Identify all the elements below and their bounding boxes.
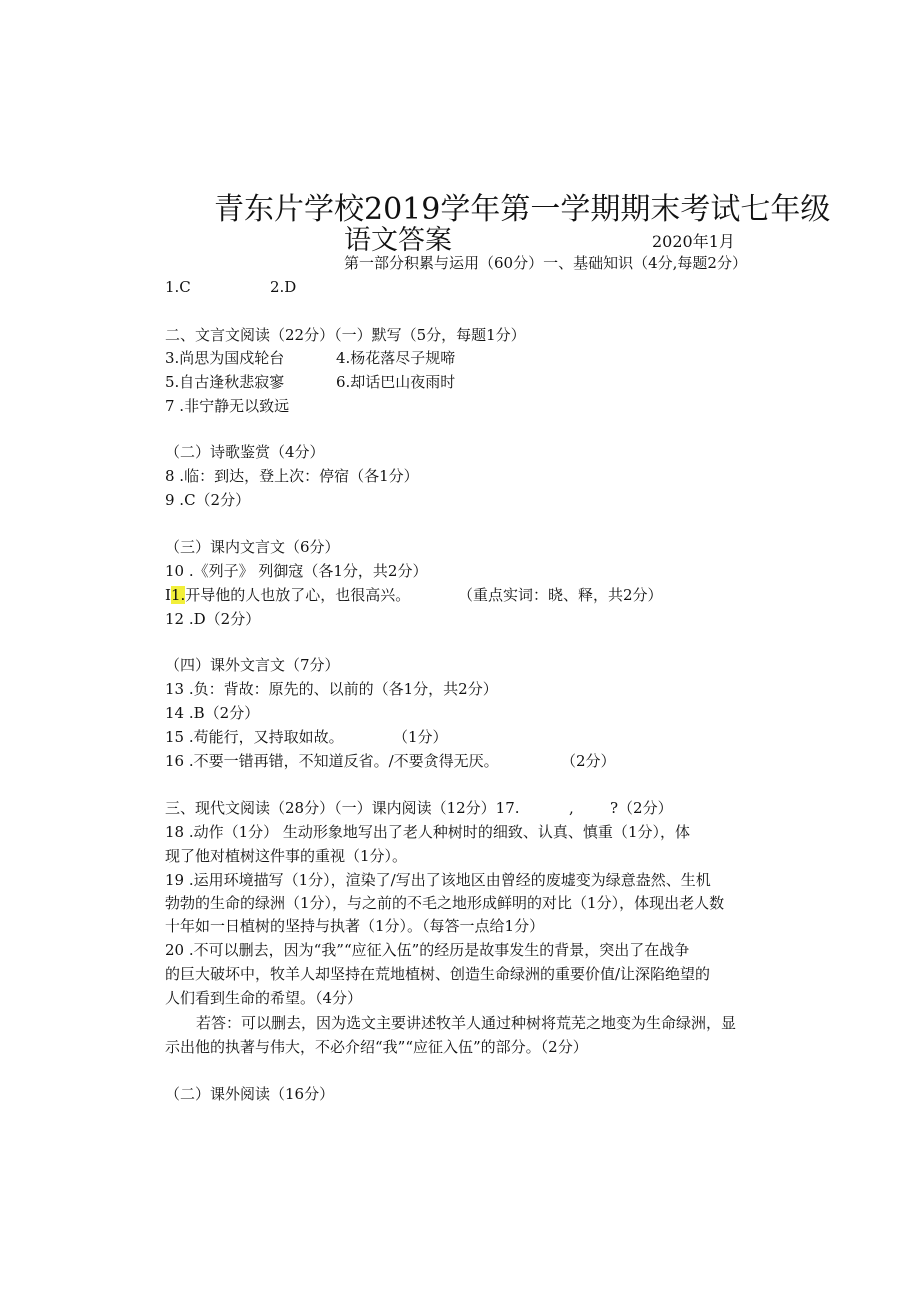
- answer-q8: 8 .临：到达，登上次：停宿（各1分）: [165, 467, 419, 485]
- answer-q11: [165, 583, 410, 607]
- alternative-answer-line1: 若答：可以删去，因为选文主要讲述牧羊人通过种树将荒芜之地变为生命绿洲，显: [196, 1014, 737, 1032]
- answer-q15-score: （1分）: [393, 728, 448, 746]
- answer-q11-text: 开导他的人也放了心，也很高兴。: [185, 586, 411, 604]
- document-date: 2020年1月: [652, 232, 735, 251]
- answer-q5: 5.自古逢秋悲寂寥: [165, 373, 285, 391]
- answer-q19-line1: 19 .运用环境描写（1分），渲染了/写出了该地区由曾经的废墟变为绿意盎然、生机: [165, 871, 711, 889]
- part-heading: 第一部分积累与运用（60分）一、基础知识（4分,每题2分）: [344, 254, 747, 272]
- answer-q20-line2: 的巨大破坏中，牧羊人却坚持在荒地植树、创造生命绿洲的重要价值/让深陷绝望的: [165, 965, 711, 983]
- answer-q7: 7 .非宁静无以致远: [165, 397, 290, 415]
- answer-q20-line3: 人们看到生命的希望。（4分）: [165, 989, 363, 1007]
- highlight-mark: 1.: [170, 586, 186, 604]
- answer-q9: 9 .C（2分）: [165, 491, 251, 509]
- answer-q1: 1.C: [165, 278, 191, 296]
- document-subtitle: 语文答案: [344, 225, 452, 256]
- answer-q18-line2: 现了他对植树这件事的重视（1分）。: [165, 847, 408, 865]
- alternative-answer-line2: 示出他的执著与伟大，不必介绍“我”“应征入伍”的部分。（2分）: [165, 1038, 588, 1056]
- answer-q16-score: （2分）: [561, 752, 616, 770]
- answer-q13: 13 .负：背故：原先的、以前的（各1分，共2分）: [165, 680, 498, 698]
- subsection-heading-extra-reading: （二）课外阅读（16分）: [165, 1085, 335, 1103]
- answer-q16: 16 .不要一错再错，不知道反省。/不要贪得无厌。: [165, 752, 499, 770]
- answer-q6: 6.却话巴山夜雨时: [336, 373, 456, 391]
- answer-q11-prefix: I: [165, 586, 171, 604]
- section-heading-2: 二、文言文阅读（22分）（一）默写（5分，每题1分）: [165, 326, 526, 344]
- answer-q2: 2.D: [270, 278, 297, 296]
- subsection-heading-extra-classical: （四）课外文言文（7分）: [165, 656, 340, 674]
- document-title: 青东片学校2019学年第一学期期末考试七年级: [214, 192, 831, 227]
- answer-q18-line1: 18 .动作（1分） 生动形象地写出了老人种树时的细致、认真、慎重（1分），体: [165, 823, 690, 841]
- subsection-heading-classical: （三）课内文言文（6分）: [165, 538, 340, 556]
- subsection-heading-poetry: （二）诗歌鉴赏（4分）: [165, 443, 325, 461]
- answer-q11-note: （重点实词：晓、释，共2分）: [458, 586, 663, 604]
- answer-q14: 14 .B（2分）: [165, 704, 260, 722]
- answer-q20-line1: 20 .不可以删去，因为“我”“应征入伍”的经历是故事发生的背景，突出了在战争: [165, 941, 690, 959]
- answer-q19-line2: 勃勃的生命的绿洲（1分），与之前的不毛之地形成鲜明的对比（1分），体现出老人数: [165, 894, 725, 912]
- section-3-comma: ,: [569, 799, 574, 817]
- section-3-tail: ?（2分）: [610, 799, 673, 817]
- answer-q19-line3: 十年如一日植树的坚持与执著（1分）。（每答一点给1分）: [165, 917, 545, 935]
- answer-q3: 3.尚思为国戍轮台: [165, 349, 285, 367]
- answer-q12: 12 .D（2分）: [165, 610, 261, 628]
- answer-q15: 15 .苟能行，又持取如故。: [165, 728, 344, 746]
- section-heading-3: 三、现代文阅读（28分）（一）课内阅读（12分）17.: [165, 799, 520, 817]
- answer-q10: 10 .《列子》 列御寇（各1分，共2分）: [165, 562, 428, 580]
- answer-q4: 4.杨花落尽子规啼: [336, 349, 456, 367]
